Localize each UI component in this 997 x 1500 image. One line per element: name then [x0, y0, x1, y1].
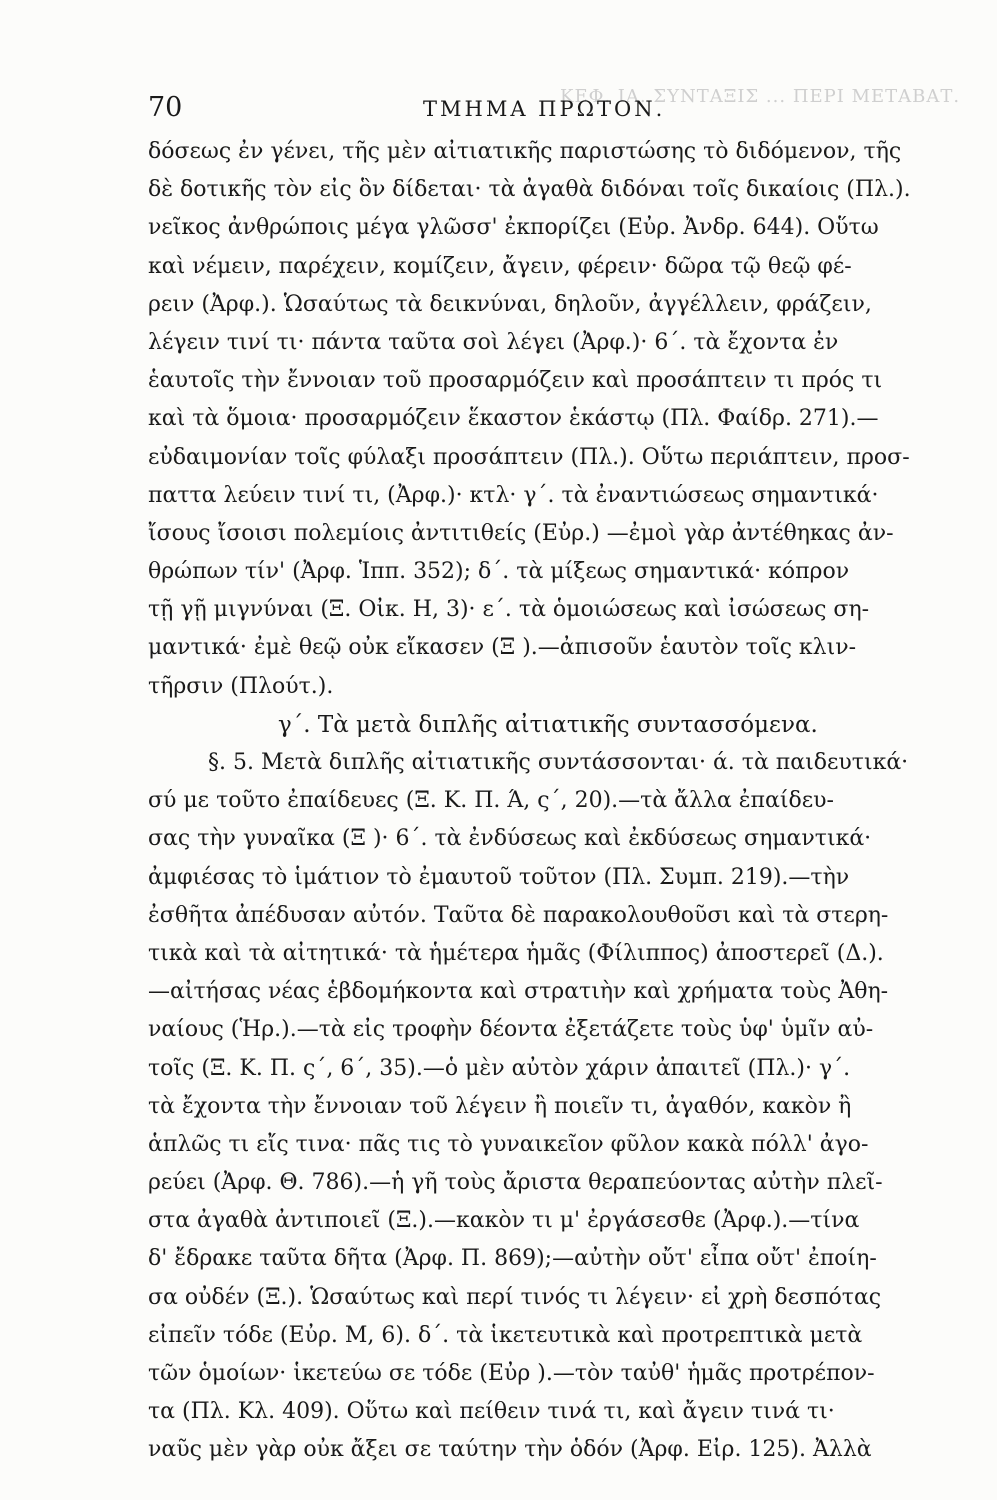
- text-line: τῇ γῇ μιγνύναι (Ξ. Οἰκ. Η, 3)· ε΄. τὰ ὁμοιώσεως καὶ ἰσώσεως ση-: [148, 597, 870, 623]
- text-line: ρεύει (Ἀρφ. Θ. 786).—ἡ γῆ τοὺς ἄριστα θεραπεύοντας αὐτὴν πλεῖ-: [148, 1170, 883, 1196]
- text-line: ναῦς μὲν γὰρ οὐκ ἄξει σε ταύτην τὴν ὁδόν (Ἀρφ. Εἰρ. 125). Ἀλλὰ: [148, 1437, 872, 1463]
- text-line: καὶ νέμειν, παρέχειν, κομίζειν, ἄγειν, φέρειν· δῶρα τῷ θεῷ φέ-: [148, 253, 852, 279]
- text-line: τοῖς (Ξ. Κ. Π. ς΄, 6΄, 35).—ὁ μὲν αὐτὸν χάριν ἀπαιτεῖ (Πλ.)· γ΄.: [148, 1055, 851, 1081]
- text-line: ναίους (Ἡρ.).—τὰ εἰς τροφὴν δέοντα ἐξετάζετε τοὺς ὑφ' ὑμῖν αὐ-: [148, 1017, 874, 1043]
- text-line: εὐδαιμονίαν τοῖς φύλαξι προσάπτειν (Πλ.). Οὕτω περιάπτειν, προσ-: [148, 444, 910, 470]
- text-line: στα ἀγαθὰ ἀντιποιεῖ (Ξ.).—κακὸν τι μ' ἐργάσεσθε (Ἀρφ.).—τίνα: [148, 1208, 860, 1234]
- page-header: [148, 90, 948, 130]
- paragraph-start: §. 5. Μετὰ διπλῆς αἰτιατικῆς συντάσσονται· ά. τὰ παιδευτικά·: [208, 750, 909, 775]
- text-line: νεῖκος ἀνθρώποις μέγα γλῶσσ' ἐκπορίζει (Εὐρ. Ἀνδρ. 644). Οὕτω: [148, 215, 879, 241]
- text-line: —αἰτήσας νέας ἑβδομήκοντα καὶ στρατιὴν καὶ χρήματα τοὺς Ἀθη-: [148, 979, 889, 1005]
- text-line: τὰ ἔχοντα τὴν ἔννοιαν τοῦ λέγειν ἢ ποιεῖν τι, ἀγαθόν, κακὸν ἢ: [148, 1093, 852, 1119]
- text-line: μαντικά· ἐμὲ θεῷ οὐκ εἴκασεν (Ξ ).—ἀπισοῦν ἑαυτὸν τοῖς κλιν-: [148, 635, 857, 661]
- bleed-through-text: ΚΕΦ. ΙΑ. ΣΥΝΤΑΞΙΣ ... ΠΕΡΙ ΜΕΤΑΒΑΤ.: [560, 86, 960, 107]
- text-line: σας τὴν γυναῖκα (Ξ )· 6΄. τὰ ἐνδύσεως καὶ ἐκδύσεως σημαντικά·: [148, 826, 872, 852]
- text-line: σύ με τοῦτο ἐπαίδευες (Ξ. Κ. Π. Ά, ς΄, 20).—τὰ ἄλλα ἐπαίδευ-: [148, 788, 834, 814]
- text-line: εἰπεῖν τόδε (Εὐρ. Μ, 6). δ΄. τὰ ἱκετευτικὰ καὶ προτρεπτικὰ μετὰ: [148, 1322, 863, 1348]
- text-line: παττα λεύειν τινί τι, (Ἀρφ.)· κτλ· γ΄. τὰ ἐναντιώσεως σημαντικά·: [148, 482, 879, 508]
- text-line: δὲ δοτικῆς τὸν εἰς ὃν δίδεται· τὰ ἀγαθὰ διδόναι τοῖς δικαίοις (Πλ.).: [148, 177, 911, 203]
- text-line: τῆρσιν (Πλούτ.).: [148, 673, 334, 699]
- running-title: ΤΜΗΜΑ ΠΡΩΤΟΝ.: [423, 97, 666, 121]
- text-line: ἴσους ἴσοισι πολεμίοις ἀντιτιθείς (Εὐρ.) —ἐμοὶ γὰρ ἀντέθηκας ἀν-: [148, 520, 894, 546]
- text-line: ἁπλῶς τι εἴς τινα· πᾶς τις τὸ γυναικεῖον φῦλον κακὰ πόλλ' ἀγο-: [148, 1131, 869, 1157]
- text-line: τικὰ καὶ τὰ αἰτητικά· τὰ ἡμέτερα ἡμᾶς (Φίλιππος) ἀποστερεῖ (Δ.).: [148, 940, 884, 966]
- text-line: ρειν (Ἀρφ.). Ὡσαύτως τὰ δεικνύναι, δηλοῦν, ἀγγέλλειν, φράζειν,: [148, 291, 872, 317]
- text-line: δόσεως ἐν γένει, τῆς μὲν αἰτιατικῆς παριστώσης τὸ διδόμενον, τῆς: [148, 139, 902, 164]
- text-line: τῶν ὁμοίων· ἱκετεύω σε τόδε (Εὐρ ).—τὸν ταὐθ' ἡμᾶς προτρέπον-: [148, 1361, 875, 1386]
- text-line: ἀμφιέσας τὸ ἱμάτιον τὸ ἐμαυτοῦ τοῦτον (Πλ. Συμπ. 219).—τὴν: [148, 864, 850, 890]
- text-line: λέγειν τινί τι· πάντα ταῦτα σοὶ λέγει (Ἀρφ.)· 6΄. τὰ ἔχοντα ἐν: [148, 329, 839, 355]
- text-line: θρώπων τίν' (Ἀρφ. Ἱππ. 352); δ΄. τὰ μίξεως σημαντικά· κόπρον: [148, 559, 850, 585]
- text-line: τα (Πλ. Κλ. 409). Οὕτω καὶ πείθειν τινά τι, καὶ ἄγειν τινά τι·: [148, 1399, 835, 1425]
- text-line: ἑαυτοῖς τὴν ἔννοιαν τοῦ προσαρμόζειν καὶ προσάπτειν τι πρός τι: [148, 368, 883, 394]
- text-line: δ' ἔδρακε ταῦτα δῆτα (Ἀρφ. Π. 869);—αὐτὴν οὔτ' εἶπα οὔτ' ἐποίη-: [148, 1246, 877, 1272]
- text-line: ἐσθῆτα ἀπέδυσαν αὐτόν. Ταῦτα δὲ παρακολουθοῦσι καὶ τὰ στερη-: [148, 902, 889, 928]
- page-body: [148, 133, 958, 1470]
- page-number: 70: [148, 92, 183, 123]
- section-heading: γ΄. Τὰ μετὰ διπλῆς αἰτιατικῆς συντασσόμενα.: [278, 711, 818, 738]
- text-line: καὶ τὰ ὅμοια· προσαρμόζειν ἕκαστον ἑκάστῳ (Πλ. Φαίδρ. 271).—: [148, 406, 879, 432]
- text-line: σα οὐδέν (Ξ.). Ὡσαύτως καὶ περί τινός τι λέγειν· εἰ χρὴ δεσπότας: [148, 1284, 882, 1310]
